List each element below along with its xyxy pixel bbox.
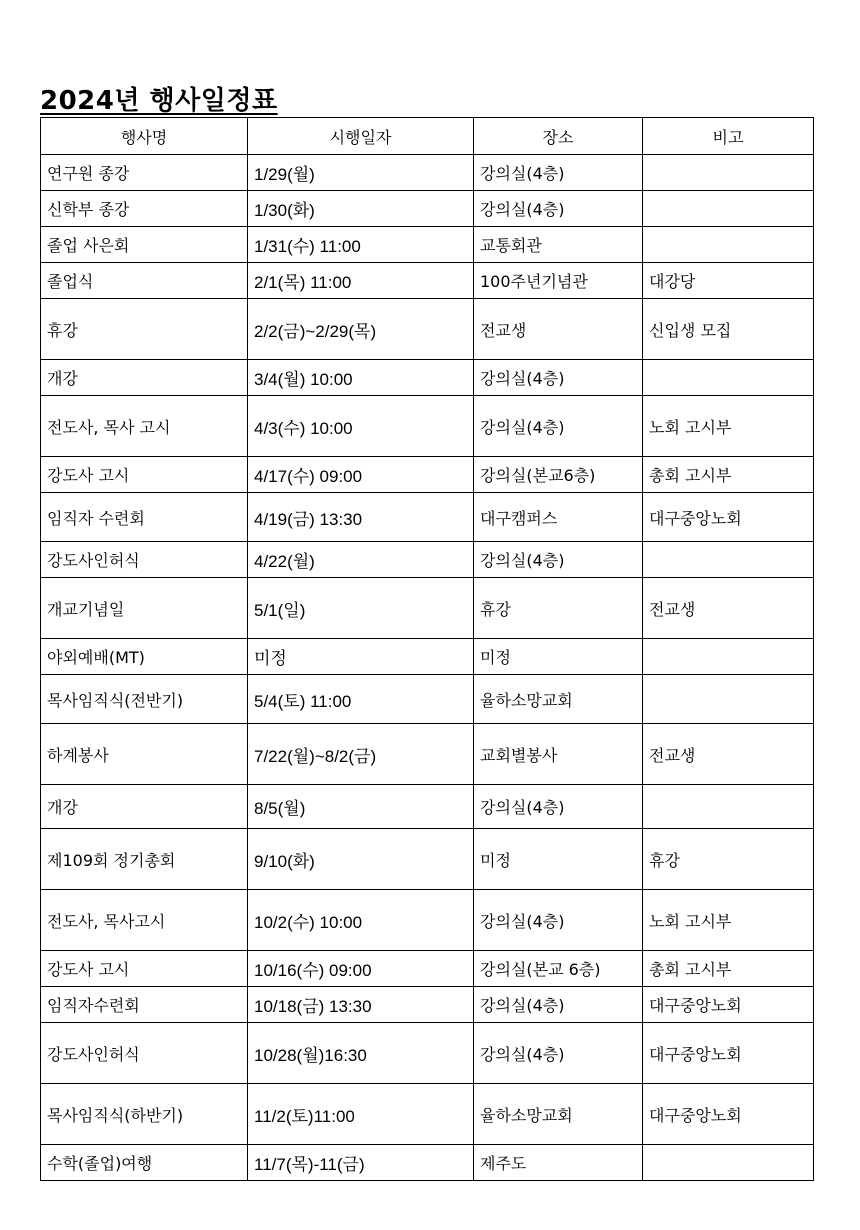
cell-event-name: 목사임직식(하반기) [41, 1084, 248, 1145]
cell-place: 미정 [474, 639, 643, 675]
table-row [41, 639, 814, 675]
cell-note [643, 785, 814, 829]
table-row [41, 542, 814, 578]
cell-note [643, 227, 814, 263]
cell-date: 10/2(수) 10:00 [248, 890, 474, 951]
cell-event-name: 개교기념일 [41, 578, 248, 639]
cell-date: 5/1(일) [248, 578, 474, 639]
cell-place: 교회별봉사 [474, 724, 643, 785]
cell-note: 대구중앙노회 [643, 1023, 814, 1084]
cell-place: 강의실(4층) [474, 1023, 643, 1084]
cell-note: 대구중앙노회 [643, 1084, 814, 1145]
table-row [41, 1023, 814, 1084]
cell-event-name: 연구원 종강 [41, 155, 248, 191]
cell-event-name: 개강 [41, 785, 248, 829]
cell-note [643, 360, 814, 396]
page-title: 2024년 행사일정표 [40, 86, 278, 116]
cell-date: 7/22(월)~8/2(금) [248, 724, 474, 785]
cell-date: 2/2(금)~2/29(목) [248, 299, 474, 360]
table-row [41, 396, 814, 457]
cell-note: 노회 고시부 [643, 396, 814, 457]
cell-place: 강의실(4층) [474, 890, 643, 951]
cell-date: 11/2(토)11:00 [248, 1084, 474, 1145]
cell-place: 율하소망교회 [474, 675, 643, 724]
cell-place: 강의실(본교 6층) [474, 951, 643, 987]
table-row [41, 155, 814, 191]
cell-event-name: 신학부 종강 [41, 191, 248, 227]
cell-place: 율하소망교회 [474, 1084, 643, 1145]
cell-note [643, 675, 814, 724]
cell-event-name: 휴강 [41, 299, 248, 360]
table-row [41, 675, 814, 724]
cell-note: 휴강 [643, 829, 814, 890]
table-row [41, 493, 814, 542]
table-row [41, 578, 814, 639]
cell-place: 미정 [474, 829, 643, 890]
cell-place: 강의실(4층) [474, 191, 643, 227]
table-row [41, 724, 814, 785]
cell-note: 노회 고시부 [643, 890, 814, 951]
table-row [41, 299, 814, 360]
cell-note [643, 1145, 814, 1181]
cell-place: 교통회관 [474, 227, 643, 263]
cell-event-name: 임직자수련회 [41, 987, 248, 1023]
cell-place: 100주년기념관 [474, 263, 643, 299]
table-row [41, 829, 814, 890]
cell-note: 대강당 [643, 263, 814, 299]
header-row [41, 118, 814, 155]
cell-place: 강의실(4층) [474, 542, 643, 578]
cell-date: 4/3(수) 10:00 [248, 396, 474, 457]
cell-note [643, 639, 814, 675]
cell-event-name: 임직자 수련회 [41, 493, 248, 542]
cell-event-name: 전도사, 목사고시 [41, 890, 248, 951]
table-row [41, 1084, 814, 1145]
cell-note: 전교생 [643, 724, 814, 785]
cell-date: 4/22(월) [248, 542, 474, 578]
table-row [41, 1145, 814, 1181]
cell-place: 전교생 [474, 299, 643, 360]
cell-event-name: 졸업식 [41, 263, 248, 299]
cell-place: 제주도 [474, 1145, 643, 1181]
cell-event-name: 제109회 정기총회 [41, 829, 248, 890]
table-row [41, 360, 814, 396]
cell-event-name: 강도사인허식 [41, 1023, 248, 1084]
cell-date: 미정 [248, 639, 474, 675]
header-date: 시행일자 [248, 118, 474, 155]
cell-date: 8/5(월) [248, 785, 474, 829]
cell-note: 총회 고시부 [643, 951, 814, 987]
cell-date: 11/7(목)-11(금) [248, 1145, 474, 1181]
cell-date: 1/29(월) [248, 155, 474, 191]
cell-date: 1/31(수) 11:00 [248, 227, 474, 263]
cell-place: 강의실(4층) [474, 155, 643, 191]
cell-date: 3/4(월) 10:00 [248, 360, 474, 396]
cell-event-name: 전도사, 목사 고시 [41, 396, 248, 457]
cell-date: 1/30(화) [248, 191, 474, 227]
cell-event-name: 야외예배(MT) [41, 639, 248, 675]
cell-note: 전교생 [643, 578, 814, 639]
cell-date: 5/4(토) 11:00 [248, 675, 474, 724]
cell-event-name: 수학(졸업)여행 [41, 1145, 248, 1181]
cell-date: 4/17(수) 09:00 [248, 457, 474, 493]
header-note: 비고 [643, 118, 814, 155]
cell-date: 2/1(목) 11:00 [248, 263, 474, 299]
cell-place: 강의실(4층) [474, 785, 643, 829]
cell-event-name: 졸업 사은회 [41, 227, 248, 263]
cell-event-name: 강도사인허식 [41, 542, 248, 578]
cell-date: 4/19(금) 13:30 [248, 493, 474, 542]
cell-note: 대구중앙노회 [643, 493, 814, 542]
cell-event-name: 목사임직식(전반기) [41, 675, 248, 724]
cell-place: 휴강 [474, 578, 643, 639]
cell-note [643, 155, 814, 191]
header-place: 장소 [474, 118, 643, 155]
cell-date: 9/10(화) [248, 829, 474, 890]
table-row [41, 987, 814, 1023]
cell-event-name: 강도사 고시 [41, 951, 248, 987]
table-row [41, 263, 814, 299]
table-row [41, 227, 814, 263]
cell-note [643, 191, 814, 227]
table-row [41, 457, 814, 493]
cell-note: 대구중앙노회 [643, 987, 814, 1023]
cell-place: 강의실(본교6층) [474, 457, 643, 493]
table-row [41, 890, 814, 951]
table-row [41, 785, 814, 829]
cell-place: 강의실(4층) [474, 360, 643, 396]
cell-date: 10/18(금) 13:30 [248, 987, 474, 1023]
cell-note: 신입생 모집 [643, 299, 814, 360]
table-row [41, 951, 814, 987]
cell-date: 10/16(수) 09:00 [248, 951, 474, 987]
cell-event-name: 개강 [41, 360, 248, 396]
cell-event-name: 하계봉사 [41, 724, 248, 785]
table-row [41, 191, 814, 227]
cell-event-name: 강도사 고시 [41, 457, 248, 493]
cell-place: 강의실(4층) [474, 396, 643, 457]
schedule-table [40, 117, 814, 1181]
cell-place: 강의실(4층) [474, 987, 643, 1023]
cell-place: 대구캠퍼스 [474, 493, 643, 542]
cell-note: 총회 고시부 [643, 457, 814, 493]
cell-note [643, 542, 814, 578]
cell-date: 10/28(월)16:30 [248, 1023, 474, 1084]
header-event-name: 행사명 [41, 118, 248, 155]
